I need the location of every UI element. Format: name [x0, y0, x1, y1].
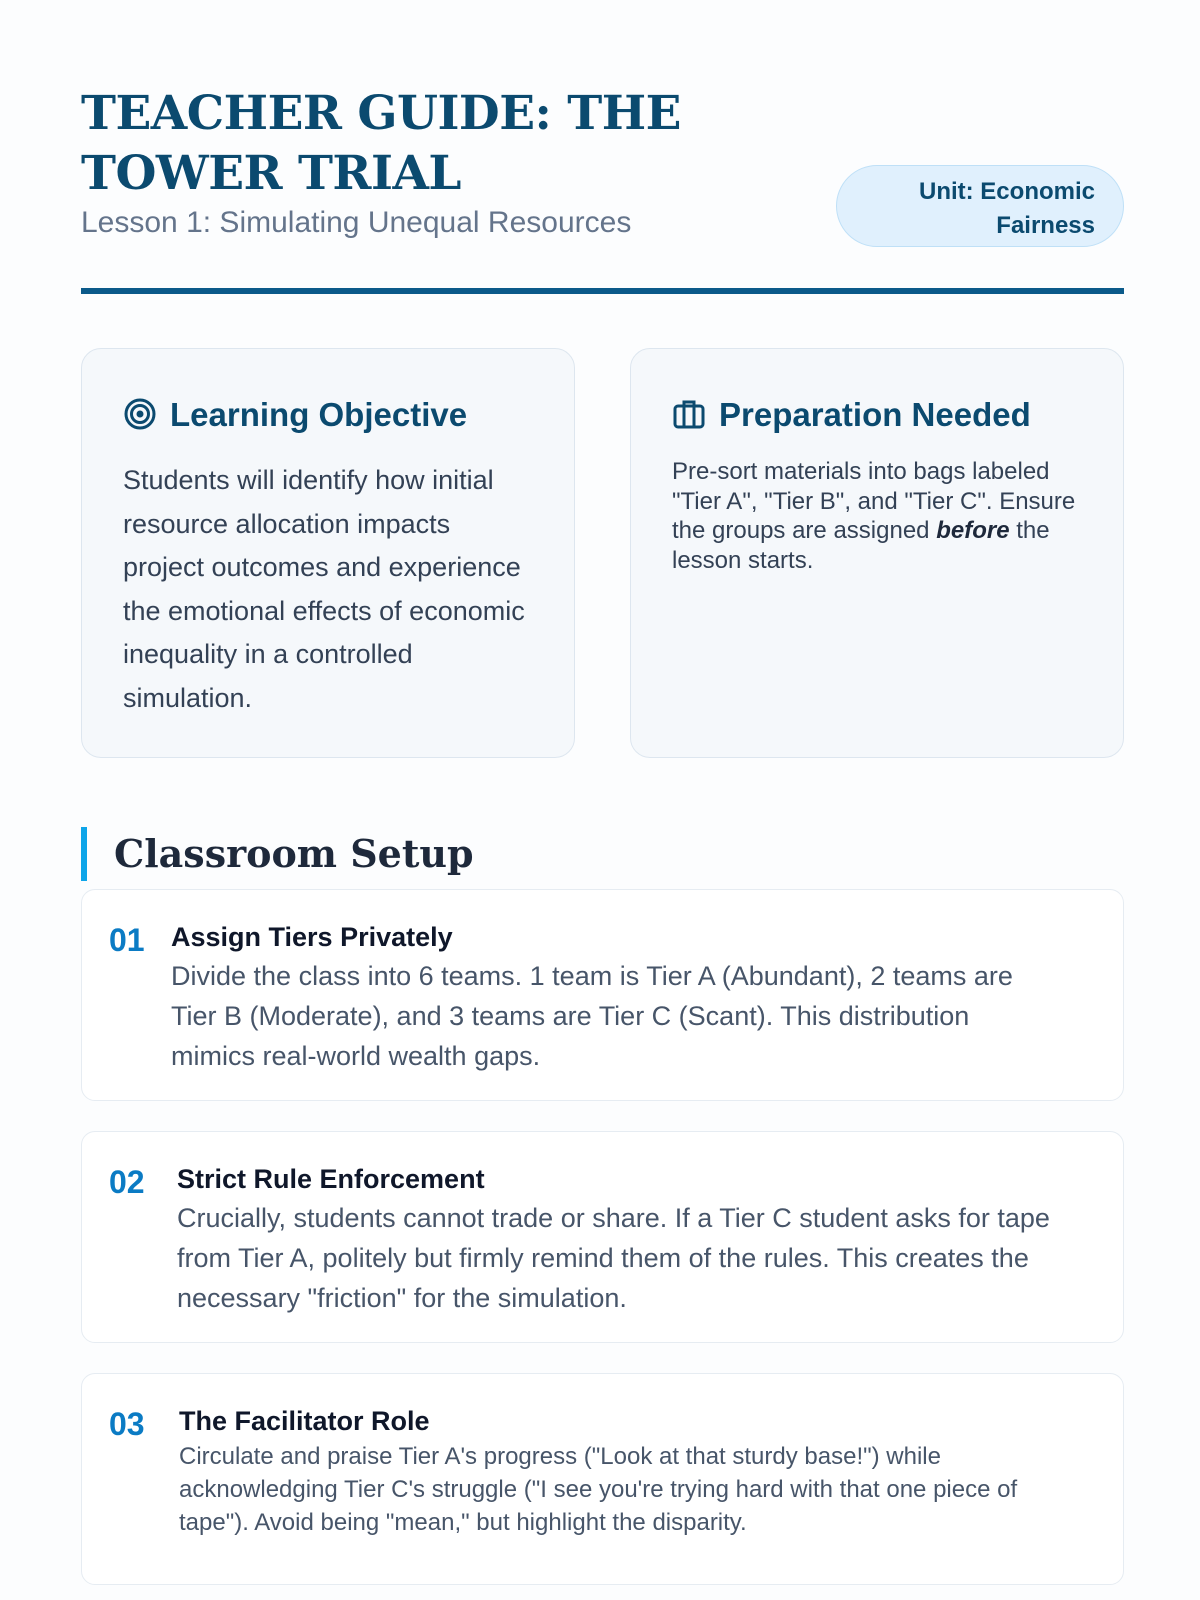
preparation-text-after: the lesson starts. [672, 517, 1050, 574]
setup-step-2 [81, 1131, 1124, 1343]
target-icon [123, 397, 157, 431]
page-title: TEACHER GUIDE: THE TOWER TRIAL [81, 86, 681, 201]
step-number: 02 [109, 1164, 145, 1200]
preparation-card [630, 348, 1124, 758]
teacher-guide-page [81, 0, 1124, 1536]
section-accent-bar [81, 827, 87, 881]
lesson-subtitle: Lesson 1: Simulating Unequal Resources [81, 206, 632, 239]
step-number: 03 [109, 1406, 145, 1442]
info-cards [81, 348, 1124, 758]
setup-step-1 [81, 889, 1124, 1101]
learning-objective-card [81, 348, 575, 758]
step-text: Divide the class into 6 teams. 1 team is Tier A (Abundant), 2 teams are Tier B (Moderate), and 3 teams are Tier C (Scant). This distribution mimics real-world wealth gaps. [171, 961, 1013, 1071]
preparation-text [672, 457, 1082, 575]
unit-badge: Unit: Economic Fairness [836, 165, 1124, 247]
step-number: 01 [109, 922, 145, 958]
preparation-emphasis: before [936, 517, 1010, 544]
learning-objective-text: Students will identify how initial resource allocation impacts project outcomes and experience the emotional effects of economic inequality in a controlled simulation. [123, 465, 525, 713]
learning-objective-title: Learning Objective [170, 396, 468, 433]
preparation-title: Preparation Needed [719, 396, 1031, 433]
preparation-text-before: Pre-sort materials into bags labeled "Tier A", "Tier B", and "Tier C". Ensure the groups are assigned [672, 458, 1076, 544]
step-title: Strict Rule Enforcement [177, 1164, 485, 1194]
header-divider [81, 288, 1124, 294]
step-title: The Facilitator Role [179, 1406, 430, 1436]
step-text: Circulate and praise Tier A's progress ("Look at that sturdy base!") while acknowledging Tier C's struggle ("I see you're trying hard with that one piece of tape"). Avoid being "mean," but highlight the disparity. [179, 1443, 1018, 1536]
step-text: Crucially, students cannot trade or share. If a Tier C student asks for tape from Tier A, politely but firmly remind them of the rules. This creates the necessary "friction" for the simulation. [177, 1203, 1050, 1313]
section-title: Classroom Setup [114, 831, 474, 876]
step-title: Assign Tiers Privately [171, 922, 453, 952]
briefcase-icon [672, 397, 706, 431]
guide-header [81, 0, 1124, 294]
setup-step-3 [81, 1373, 1124, 1585]
